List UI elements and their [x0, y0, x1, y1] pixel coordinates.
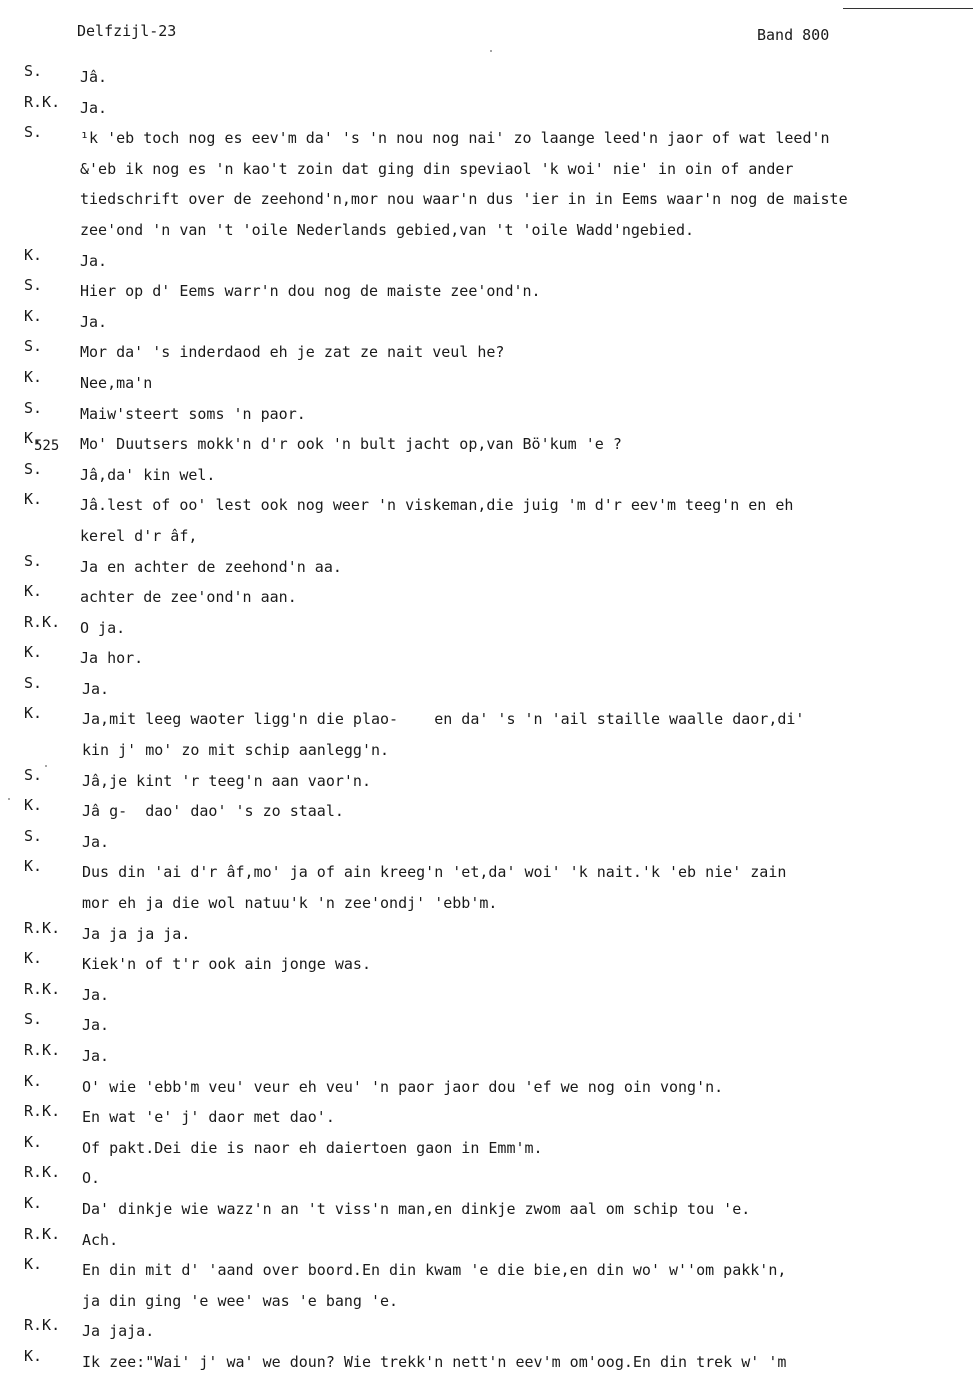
speaker-label: S. [24, 765, 43, 784]
speaker-label: S. [24, 276, 43, 295]
utterance [82, 1133, 972, 1164]
transcript-turn [0, 368, 973, 399]
utterance-line: O' wie 'ebb'm veu' veur eh veu' 'n paor jaor dou 'ef we nog oin vong'n. [82, 1077, 724, 1096]
speaker-label: S. [24, 398, 43, 417]
utterance [80, 613, 970, 644]
transcript-turn [0, 93, 973, 124]
utterance-line: Ja. [82, 832, 110, 851]
utterance [82, 857, 972, 918]
speaker-label: S. [24, 337, 43, 356]
utterance [80, 123, 970, 245]
utterance [82, 1041, 972, 1072]
utterance-line: Of pakt.Dei die is naor eh daiertoen gaon in Emm'm. [82, 1138, 543, 1157]
speaker-label: R.K. [24, 918, 61, 937]
transcript-turn [0, 399, 973, 430]
speaker-label: S. [24, 826, 43, 845]
utterance [80, 399, 970, 430]
utterance-line: Ja. [80, 251, 108, 270]
speaker-label: S. [24, 551, 43, 570]
speaker-label: S. [24, 1010, 43, 1029]
speaker-label: K. [24, 429, 43, 448]
transcript-turn [0, 276, 973, 307]
transcript-turn [0, 704, 973, 765]
utterance-line: achter de zee'ond'n aan. [80, 588, 297, 607]
speaker-label: K. [24, 704, 43, 723]
speaker-label: K. [24, 857, 43, 876]
speck [490, 50, 492, 52]
utterance-line: Jâ g- dao' dao' 's zo staal. [82, 802, 344, 821]
speaker-label: R.K. [24, 92, 61, 111]
transcript-turn [0, 582, 973, 613]
utterance-line: &'eb ik nog es 'n kao't zoin dat ging din speviaol 'k woi' nie' in oin of ander [80, 159, 794, 178]
utterance [80, 307, 970, 338]
speaker-label: S. [24, 673, 43, 692]
utterance-line: mor eh ja die wol natuu'k 'n zee'ondj' 'ebb'm. [82, 894, 498, 913]
utterance [80, 276, 970, 307]
transcript-turn [0, 1133, 973, 1164]
utterance-line: Da' dinkje wie wazz'n an 't viss'n man,en dinkje zwom aal om schip tou 'e. [82, 1199, 751, 1218]
utterance [82, 1102, 972, 1133]
speaker-label: R.K. [24, 979, 61, 998]
utterance [80, 246, 970, 277]
utterance [80, 643, 970, 674]
transcript-turn [0, 827, 973, 858]
utterance [82, 919, 972, 950]
transcript-turn [0, 1072, 973, 1103]
transcript-turn [0, 1010, 973, 1041]
transcript-turn [0, 429, 973, 460]
speaker-label: K. [24, 796, 43, 815]
utterance [82, 704, 972, 765]
speaker-label: S. [24, 123, 43, 142]
utterance-line: Nee,ma'n [80, 373, 153, 392]
utterance-line: Ja. [82, 985, 110, 1004]
speaker-label: K. [24, 949, 43, 968]
utterance-line: Ja ja ja ja. [82, 924, 191, 943]
utterance-line: Ja en achter de zeehond'n aa. [80, 557, 342, 576]
transcript-turn [0, 1225, 973, 1256]
utterance-line: Ja,mit leeg waoter ligg'n die plao- en da' 's 'n 'ail staille waalle daor,di' [82, 710, 805, 729]
utterance-line: Jâ,da' kin wel. [80, 465, 216, 484]
speaker-label: K. [24, 306, 43, 325]
transcript-turn [0, 949, 973, 980]
speaker-label: S. [24, 459, 43, 478]
utterance-line: Ja jaja. [82, 1322, 155, 1341]
utterance-line: ¹k 'eb toch nog es eev'm da' 's 'n nou nog nai' zo laange leed'n jaor of wat leed'n [80, 129, 830, 148]
utterance [82, 827, 972, 858]
utterance [82, 1194, 972, 1225]
utterance-line: Jâ.lest of oo' lest ook nog weer 'n viskeman,die juig 'm d'r eev'm teeg'n en eh [80, 496, 794, 515]
speaker-label: K. [24, 367, 43, 386]
utterance-line: zee'ond 'n van 't 'oile Nederlands gebied,van 't 'oile Wadd'ngebied. [80, 220, 695, 239]
utterance-line: kerel d'r âf, [80, 526, 198, 545]
utterance-line: Ik zee:"Wai' j' wa' we doun? Wie trekk'n nett'n eev'm om'oog.En din trek w' 'm [82, 1352, 787, 1371]
transcript-turn [0, 1102, 973, 1133]
utterance-line: Jâ. [80, 68, 108, 86]
utterance-line: kin j' mo' zo mit schip aanlegg'n. [82, 741, 390, 760]
transcript-turn [0, 1041, 973, 1072]
utterance-line: Ja. [80, 312, 108, 331]
utterance [82, 766, 972, 797]
utterance-line: O. [82, 1169, 101, 1188]
utterance-line: En wat 'e' j' daor met dao'. [82, 1108, 335, 1127]
transcript-turn [0, 460, 973, 491]
utterance-line: En din mit d' 'aand over boord.En din kwam 'e die bie,en din wo' w''om pakk'n, [82, 1261, 787, 1280]
utterance [80, 93, 970, 124]
utterance-line: Ja. [82, 679, 110, 698]
transcript-turn [0, 337, 973, 368]
utterance [82, 1010, 972, 1041]
speck [45, 765, 47, 767]
utterance [82, 674, 972, 705]
utterance [82, 1072, 972, 1103]
speaker-label: R.K. [24, 1102, 61, 1121]
speaker-label: K. [24, 490, 43, 509]
transcript-turn [0, 919, 973, 950]
utterance [82, 796, 972, 827]
utterance-line: Ja hor. [80, 649, 144, 668]
speaker-label: K. [24, 245, 43, 264]
speaker-label: K. [24, 1193, 43, 1212]
utterance [80, 460, 970, 491]
transcript-turn [0, 246, 973, 277]
utterance [82, 980, 972, 1011]
utterance [82, 1316, 972, 1347]
utterance [82, 1225, 972, 1256]
utterance [80, 582, 970, 613]
utterance [80, 368, 970, 399]
speaker-label: R.K. [24, 1041, 61, 1059]
utterance-line: Hier op d' Eems warr'n dou nog de maiste zee'ond'n. [80, 282, 541, 301]
speaker-label: K. [24, 582, 43, 601]
utterance-line: Ach. [82, 1230, 119, 1249]
transcript-turn [0, 1163, 973, 1194]
speck [8, 798, 10, 800]
transcript-turn [0, 1347, 973, 1378]
utterance-line: Dus din 'ai d'r âf,mo' ja of ain kreeg'n 'et,da' woi' 'k nait.'k 'eb nie' zain [82, 863, 787, 882]
speaker-label: R.K. [24, 1163, 61, 1182]
transcript [0, 62, 973, 1378]
transcript-turn [0, 857, 973, 918]
document-id: Delfzijl-23 [77, 22, 177, 40]
utterance [80, 62, 970, 93]
utterance [82, 1347, 972, 1378]
utterance-line: Ja. [82, 1047, 110, 1065]
speaker-label: K. [24, 1071, 43, 1090]
utterance [82, 949, 972, 980]
utterance [80, 429, 970, 460]
transcript-turn [0, 62, 973, 93]
transcript-turn [0, 1194, 973, 1225]
utterance [80, 337, 970, 368]
margin-counter: 525 [34, 438, 60, 454]
utterance-line: Ja. [80, 98, 108, 117]
utterance-line: Mor da' 's inderdaod eh je zat ze nait veul he? [80, 343, 505, 362]
utterance [82, 1255, 972, 1316]
tape-number: Band 800 [757, 26, 830, 44]
utterance-line: Mo' Duutsers mokk'n d'r ook 'n bult jacht op,van Bö'kum 'e ? [80, 435, 622, 454]
speaker-label: R.K. [24, 1224, 61, 1243]
utterance-line: O ja. [80, 618, 126, 637]
utterance [82, 1163, 972, 1194]
utterance-line: Maiw'steert soms 'n paor. [80, 404, 306, 423]
utterance [80, 552, 970, 583]
speaker-label: K. [24, 643, 43, 662]
transcript-turn [0, 552, 973, 583]
transcript-turn [0, 796, 973, 827]
transcript-turn [0, 766, 973, 797]
transcript-turn [0, 490, 973, 551]
speaker-label: K. [24, 1346, 43, 1365]
speaker-label: S. [24, 62, 43, 80]
speaker-label: R.K. [24, 1316, 61, 1335]
speaker-label: K. [24, 1132, 43, 1151]
utterance-line: Jâ,je kint 'r teeg'n aan vaor'n. [82, 771, 371, 790]
utterance-line: tiedschrift over de zeehond'n,mor nou waar'n dus 'ier in in Eems waar'n nog de maiste [80, 190, 848, 209]
transcript-turn [0, 1255, 973, 1316]
transcript-turn [0, 123, 973, 245]
speaker-label: R.K. [24, 612, 61, 631]
transcript-turn [0, 643, 973, 674]
transcript-turn [0, 1316, 973, 1347]
utterance-line: ja din ging 'e wee' was 'e bang 'e. [82, 1291, 399, 1310]
speaker-label: K. [24, 1255, 43, 1274]
top-rule [843, 8, 973, 9]
transcript-turn [0, 980, 973, 1011]
transcript-turn [0, 613, 973, 644]
utterance-line: Ja. [82, 1016, 110, 1035]
utterance [80, 490, 970, 551]
transcript-turn [0, 307, 973, 338]
utterance-line: Kiek'n of t'r ook ain jonge was. [82, 955, 371, 974]
transcript-turn [0, 674, 973, 705]
